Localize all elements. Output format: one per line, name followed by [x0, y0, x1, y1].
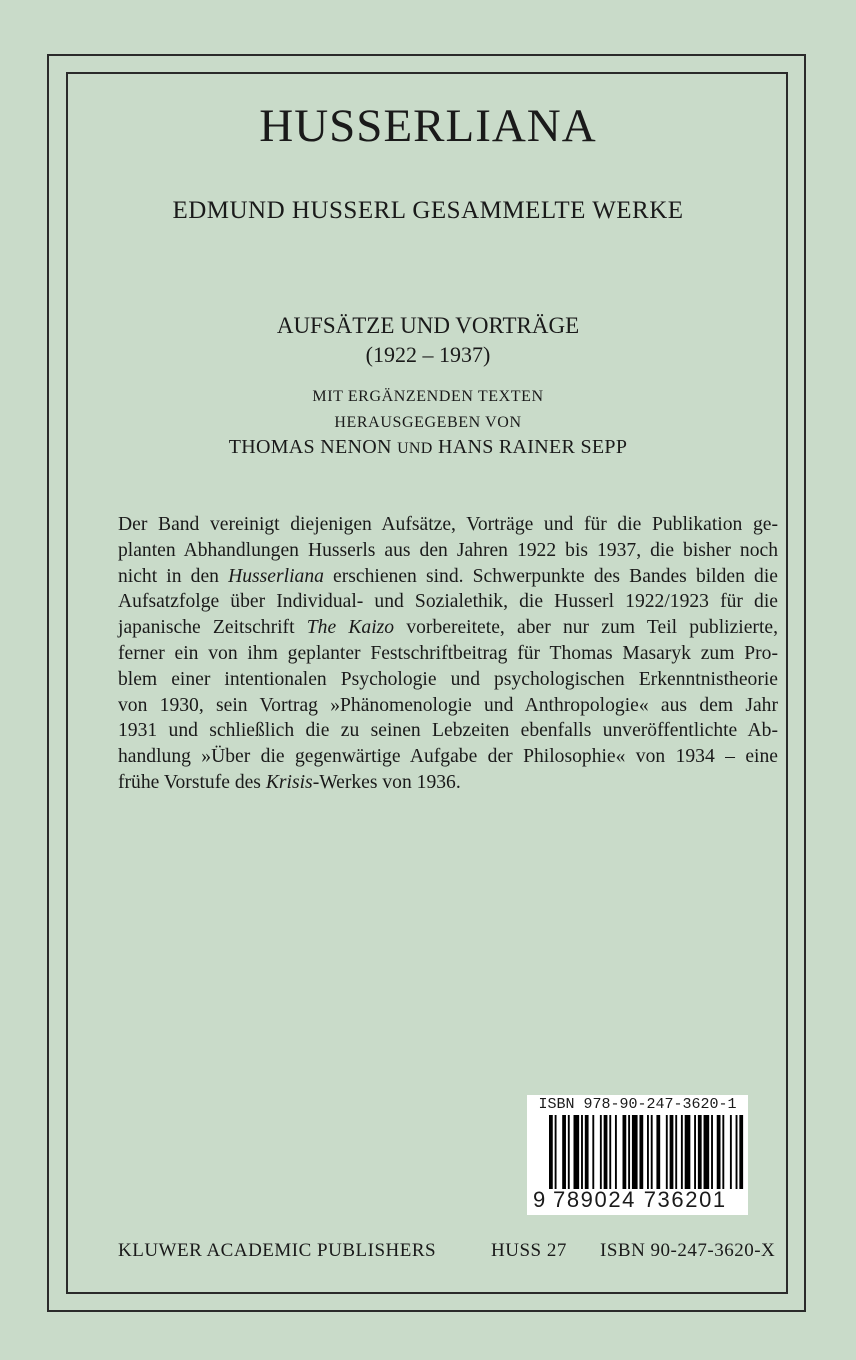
- blurb-text: -Werkes von 1936.: [312, 771, 461, 793]
- barcode-bar: [604, 1115, 608, 1189]
- barcode-bar: [581, 1115, 583, 1189]
- volume-title: AUFSÄTZE UND VORTRÄGE: [276, 313, 580, 338]
- series-title: HUSSERLIANA: [259, 100, 597, 152]
- barcode-bar: [568, 1115, 570, 1189]
- blurb-text: erschienen sind. Schwerpunkte des Bandes bilden die: [323, 565, 778, 587]
- barcode-bar: [639, 1115, 643, 1189]
- barcode-bar: [651, 1115, 653, 1189]
- barcode-bar: [600, 1115, 602, 1189]
- description-paragraph: [118, 512, 778, 796]
- barcode-bar: [722, 1115, 724, 1189]
- editor-2: HANS RAINER SEPP: [437, 436, 628, 458]
- edited-by-line: HERAUSGEGEBEN VON: [334, 414, 522, 431]
- barcode-bar: [562, 1115, 566, 1189]
- editor-conjunction: UND: [397, 440, 433, 457]
- blurb-line: ferner ein von ihm geplanter Festschriftbeitrag für Thomas Masaryk zum Pro-: [118, 642, 778, 664]
- editor-1: THOMAS NENON: [228, 436, 392, 458]
- blurb-italic-title: Krisis: [265, 771, 313, 793]
- blurb-text: frühe Vorstufe des: [118, 771, 266, 793]
- barcode-bar: [736, 1115, 738, 1189]
- series-subtitle: EDMUND HUSSERL GESAMMELTE WERKE: [172, 197, 684, 224]
- ean-remaining-digits: 789024 736201: [553, 1187, 727, 1212]
- barcode-bar: [730, 1115, 732, 1189]
- blurb-line: [118, 770, 778, 796]
- blurb-text: nicht in den: [118, 565, 229, 587]
- barcode-bar: [615, 1115, 617, 1189]
- barcode-bar: [711, 1115, 713, 1189]
- barcode-bar: [656, 1115, 660, 1189]
- barcode-bar: [555, 1115, 557, 1189]
- barcode-bar: [592, 1115, 594, 1189]
- barcode-bar: [609, 1115, 611, 1189]
- blurb-line: 1931 und schließlich die zu seinen Lebzeiten ebenfalls unveröffentlichte Ab-: [118, 720, 778, 742]
- barcode-bar: [717, 1115, 721, 1189]
- barcode-bar: [585, 1115, 589, 1189]
- barcode-bar: [704, 1115, 710, 1189]
- barcode-bar: [685, 1115, 691, 1189]
- barcode-bars: [549, 1115, 745, 1189]
- blurb-line: planten Abhandlungen Husserls aus den Jahren 1922 bis 1937, die bisher noch: [118, 539, 778, 561]
- blurb-line: [118, 615, 778, 641]
- supplement-line: MIT ERGÄNZENDEN TEXTEN: [312, 388, 544, 405]
- barcode-bar: [675, 1115, 677, 1189]
- barcode-bar: [623, 1115, 627, 1189]
- barcode-bar: [681, 1115, 683, 1189]
- barcode-bar: [666, 1115, 668, 1189]
- blurb-italic-title: The Kaizo: [306, 617, 395, 639]
- barcode-bar: [632, 1115, 638, 1189]
- barcode-bar: [549, 1115, 553, 1189]
- series-number: HUSS 27: [491, 1240, 567, 1261]
- barcode-bar: [628, 1115, 630, 1189]
- barcode-bar: [739, 1115, 743, 1189]
- barcode-bar: [647, 1115, 649, 1189]
- blurb-text: vorbereitete, aber nur zum Teil publizierte,: [394, 617, 778, 639]
- publisher-name: KLUWER ACADEMIC PUBLISHERS: [118, 1240, 437, 1261]
- blurb-line: von 1930, sein Vortrag »Phänomenologie und Anthropologie« aus dem Jahr: [118, 694, 778, 716]
- blurb-line: blem einer intentionalen Psychologie und psychologischen Erkenntnistheorie: [118, 668, 778, 690]
- blurb-line: Aufsatzfolge über Individual- und Sozialethik, die Husserl 1922/1923 für die: [118, 591, 778, 613]
- isbn13-text: ISBN 978-90-247-3620-1: [538, 1096, 737, 1113]
- editors-line: [0, 434, 856, 462]
- blurb-italic-title: Husserliana: [228, 565, 324, 587]
- barcode-bar: [670, 1115, 674, 1189]
- blurb-line: Der Band vereinigt diejenigen Aufsätze, Vorträge und für die Publikation ge-: [118, 514, 778, 535]
- blurb-line: handlung »Über die gegenwärtige Aufgabe der Philosophie« von 1934 – eine: [118, 746, 778, 768]
- barcode-bar: [574, 1115, 580, 1189]
- barcode-label: [527, 1095, 748, 1215]
- volume-years: (1922 – 1937): [365, 342, 491, 367]
- ean-first-digit: 9: [533, 1187, 546, 1212]
- blurb-line: [118, 564, 778, 590]
- barcode-bar: [694, 1115, 696, 1189]
- barcode-bar: [698, 1115, 702, 1189]
- blurb-text: japanische Zeitschrift: [118, 617, 307, 639]
- isbn10-text: ISBN 90-247-3620-X: [600, 1240, 776, 1261]
